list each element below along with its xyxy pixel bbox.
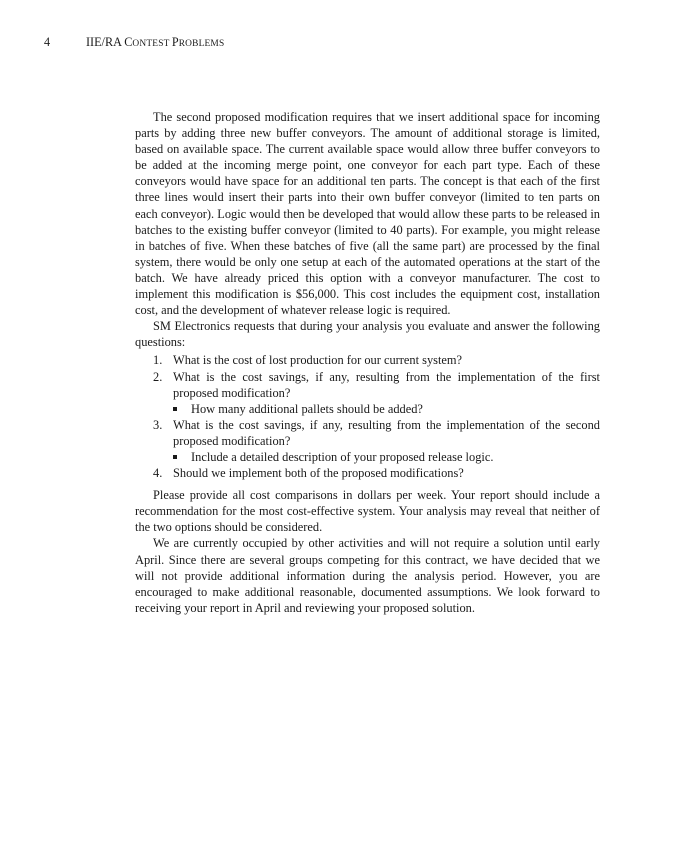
sub-item — [191, 449, 600, 465]
sub-item-text: How many additional pallets should be added? — [191, 401, 423, 416]
bullet-square-icon — [173, 407, 177, 411]
paragraph-second-modification: The second proposed modification requires that we insert additional space for incoming parts by adding three new buffer conveyors. The amount of additional storage is limited, based on available space. The current available space would allow three buffer conveyors to be added at the incoming merge point, one conveyor for each part type. Each of these conveyors would have space for an additional ten parts. The concept is that each of the first three lines would insert their parts into their own buffer conveyor (limited to ten parts on each conveyor). Logic would then be developed that would allow these parts to be released in batches to the existing buffer conveyor (limited to 40 parts). For example, you might release in batches of five. When these batches of five (all the same part) are processed by the final system, there would be only one setup at each of the automated operations at the start of the batch. We have already priced this option with a conveyor manufacturer. The cost to implement this modification is $56,000. This cost includes the equipment cost, installation cost, and the development of whatever release logic is required. — [135, 110, 600, 318]
question-number: 1. — [153, 353, 163, 368]
question-number: 4. — [153, 466, 163, 481]
sub-item — [191, 401, 600, 417]
question-item — [153, 352, 600, 368]
question-item — [153, 417, 600, 465]
questions-list — [135, 352, 600, 481]
paragraph-closing: We are currently occupied by other activities and will not require a solution until early April. Since there are several groups competing for this contract, we have decided that we will not provide additional information during the analysis period. However, you are encouraged to make additional reasonable, documented assumptions. We look forward to receiving your report in April and reviewing your proposed solution. — [135, 536, 600, 615]
question-text: Should we implement both of the proposed modifications? — [173, 466, 464, 481]
sub-item-text: Include a detailed description of your proposed release logic. — [191, 449, 494, 464]
paragraph-cost-comparisons: Please provide all cost comparisons in dollars per week. Your report should include a recommendation for the most cost-effective system. Your analysis may reveal that neither of the two options should be considered. — [135, 488, 600, 535]
question-item — [153, 465, 600, 481]
question-text: What is the cost savings, if any, resulting from the implementation of the second proposed modification? — [173, 417, 600, 448]
question-number: 3. — [153, 417, 163, 432]
bullet-square-icon — [173, 455, 177, 459]
question-text: What is the cost savings, if any, resulting from the implementation of the first proposed modification? — [173, 369, 600, 400]
running-title: IIE/RA CONTEST PROBLEMS — [86, 35, 225, 49]
question-number: 2. — [153, 369, 163, 384]
question-item — [153, 369, 600, 417]
page-number: 4 — [44, 35, 51, 49]
body-text — [135, 109, 600, 616]
sub-list — [173, 401, 600, 417]
paragraph-requests: SM Electronics requests that during your analysis you evaluate and answer the following questions: — [135, 319, 600, 350]
sub-list — [173, 449, 600, 465]
running-head — [44, 35, 224, 50]
question-text: What is the cost of lost production for our current system? — [173, 353, 463, 368]
